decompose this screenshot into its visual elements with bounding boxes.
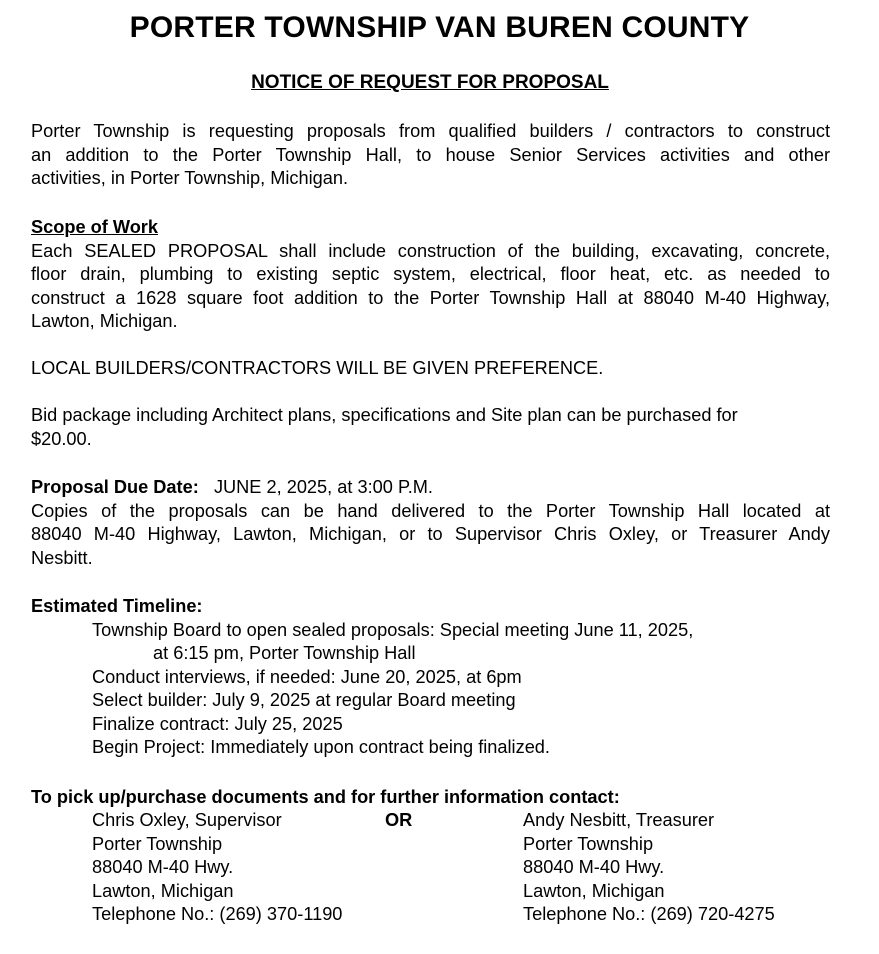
contact-treasurer	[523, 809, 775, 927]
due-date-label: Proposal Due Date:	[31, 477, 199, 497]
contact-address: 88040 M-40 Hwy.	[92, 857, 234, 877]
contact-phone: Telephone No.: (269) 370-1190	[92, 904, 343, 924]
intro-line: Porter Township is requesting proposals from qualified builders / contractors to construct	[31, 121, 830, 141]
bid-package-section	[31, 404, 830, 451]
intro-line: an addition to the Porter Township Hall, to house Senior Services activities and other	[31, 144, 830, 165]
due-date-section	[31, 476, 830, 570]
scope-heading: Scope of Work	[31, 217, 158, 237]
contact-city: Lawton, Michigan	[523, 880, 665, 901]
timeline-heading: Estimated Timeline:	[31, 596, 203, 616]
contact-or-separator: OR	[385, 810, 413, 830]
contact-name-title: Chris Oxley, Supervisor	[92, 810, 282, 830]
document-title: PORTER TOWNSHIP VAN BUREN COUNTY	[129, 11, 750, 44]
preference-text: LOCAL BUILDERS/CONTRACTORS WILL BE GIVEN PREFERENCE.	[31, 358, 604, 378]
contact-supervisor	[92, 809, 342, 927]
contact-city: Lawton, Michigan	[92, 880, 234, 901]
intro-line: activities, in Porter Township, Michigan.	[31, 168, 349, 188]
contact-organization: Porter Township	[523, 833, 654, 854]
document-subtitle: NOTICE OF REQUEST FOR PROPOSAL	[251, 72, 609, 93]
timeline-item: Finalize contract: July 25, 2025	[92, 713, 343, 734]
intro-paragraph	[31, 120, 830, 191]
contact-heading: To pick up/purchase documents and for further information contact:	[31, 787, 620, 807]
contact-organization: Porter Township	[92, 833, 223, 854]
due-date-line: Copies of the proposals can be hand delivered to the Porter Township Hall located at	[31, 500, 830, 521]
contact-heading-row	[31, 786, 830, 810]
timeline-item: Township Board to open sealed proposals: Special meeting June 11, 2025,	[92, 619, 694, 640]
contact-phone: Telephone No.: (269) 720-4275	[523, 904, 775, 924]
due-date-line: 88040 M-40 Highway, Lawton, Michigan, or to Supervisor Chris Oxley, or Treasurer Andy	[31, 524, 830, 544]
timeline-item: Select builder: July 9, 2025 at regular Board meeting	[92, 690, 516, 710]
timeline-item: Conduct interviews, if needed: June 20, 2025, at 6pm	[92, 666, 522, 687]
scope-section	[31, 216, 830, 334]
due-date-line: Nesbitt.	[31, 547, 93, 568]
bid-package-line: $20.00.	[31, 428, 92, 449]
bid-package-line: Bid package including Architect plans, specifications and Site plan can be purchased for	[31, 405, 738, 425]
timeline-item: Begin Project: Immediately upon contract being finalized.	[92, 737, 550, 757]
scope-line: Lawton, Michigan.	[31, 311, 178, 331]
timeline-item: at 6:15 pm, Porter Township Hall	[153, 643, 416, 663]
scope-line: Each SEALED PROPOSAL shall include construction of the building, excavating, concrete,	[31, 240, 830, 261]
contact-address: 88040 M-40 Hwy.	[523, 857, 665, 877]
scope-line: construct a 1628 square foot addition to the Porter Township Hall at 88040 M-40 Highway,	[31, 287, 830, 308]
due-date-value: JUNE 2, 2025, at 3:00 P.M.	[213, 477, 433, 497]
timeline-section	[31, 595, 830, 760]
scope-line: floor drain, plumbing to existing septic system, electrical, floor heat, etc. as needed to	[31, 264, 830, 284]
preference-section	[31, 357, 830, 381]
due-date-row	[31, 476, 830, 500]
contact-name-title: Andy Nesbitt, Treasurer	[523, 810, 715, 830]
